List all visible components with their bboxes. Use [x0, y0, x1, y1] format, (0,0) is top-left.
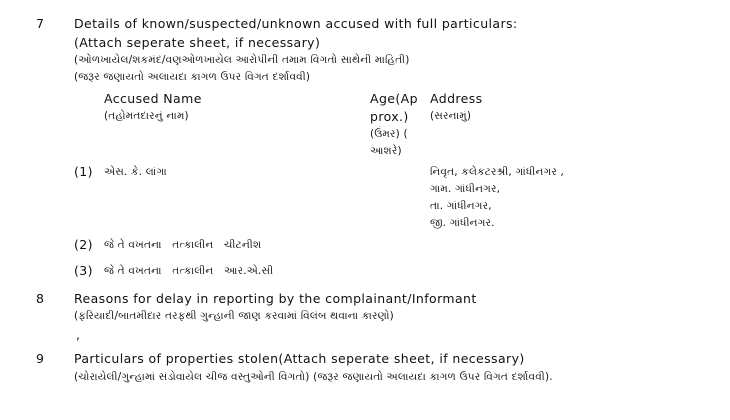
section-9-number: 9 [36, 351, 44, 366]
section-7-note-gujarati: (જરૂર જણાયતો અલાયદા કાગળ ઉપર વિગત દર્શાવવી) [74, 71, 311, 83]
accused-3-name: જે તે વખતના તત્કાલીન આર.એ.સી [104, 265, 274, 277]
section-8-number: 8 [36, 291, 44, 306]
accused-1-address-line-3: તા. ગાંધીનગર, [430, 200, 492, 212]
accused-1-address-line-4: જી. ગાંધીનગર. [430, 217, 495, 229]
section-7-title-gujarati: (ઓળખાયેલ/શકમંદ/વણઓળખાયેલ આરોપીની તમામ વિગતો સાથેની માહિતી) [74, 54, 410, 66]
age-header-line-3: (ઉંમર) ( [370, 128, 408, 140]
section-9-title: Particulars of properties stolen(Attach seperate sheet, if necessary) [74, 351, 525, 366]
section-7-number: 7 [36, 16, 44, 31]
section-7-note: (Attach seperate sheet, if necessary) [74, 35, 321, 50]
section-9-title-gujarati: (ચોરાયેલી/ગુન્હામાં સંડોવાયેલ ચીજ વસ્તુઓની વિગતો) (જરૂર જણાયતો અલાયદા કાગળ ઉપર વિગત દર્શાવવી). [74, 371, 553, 383]
age-header-line-2: prox.) [370, 109, 409, 124]
section-8-value: , [76, 327, 81, 342]
age-header-line-1: Age(Ap [370, 91, 418, 106]
address-header-gujarati: (સરનામું) [430, 110, 472, 122]
accused-3-index: (3) [74, 263, 93, 278]
accused-name-header-gujarati: (તહોમતદારનું નામ) [104, 110, 189, 122]
section-8-title-gujarati: (ફરિયાદી/બાતમીદાર તરફથી ગુન્હાની જાણ કરવામાં વિલંબ થવાના કારણો) [74, 310, 394, 322]
accused-1-address-line-2: ગામ. ગાંધીનગર, [430, 183, 501, 195]
accused-2-index: (2) [74, 237, 93, 252]
accused-2-name: જે તે વખતના તત્કાલીન ચીટનીશ [104, 239, 262, 251]
accused-1-name: એસ. કે. લાંગા [104, 166, 167, 178]
section-7-title: Details of known/suspected/unknown accused with full particulars: [74, 16, 518, 31]
age-header-line-4: આશરે) [370, 145, 402, 157]
accused-1-address-line-1: નિવૃત, કલેકટરશ્રી, ગાંધીનગર , [430, 166, 565, 178]
accused-1-index: (1) [74, 164, 93, 179]
section-8-title: Reasons for delay in reporting by the complainant/Informant [74, 291, 477, 306]
accused-name-header: Accused Name [104, 91, 202, 106]
address-header: Address [430, 91, 483, 106]
